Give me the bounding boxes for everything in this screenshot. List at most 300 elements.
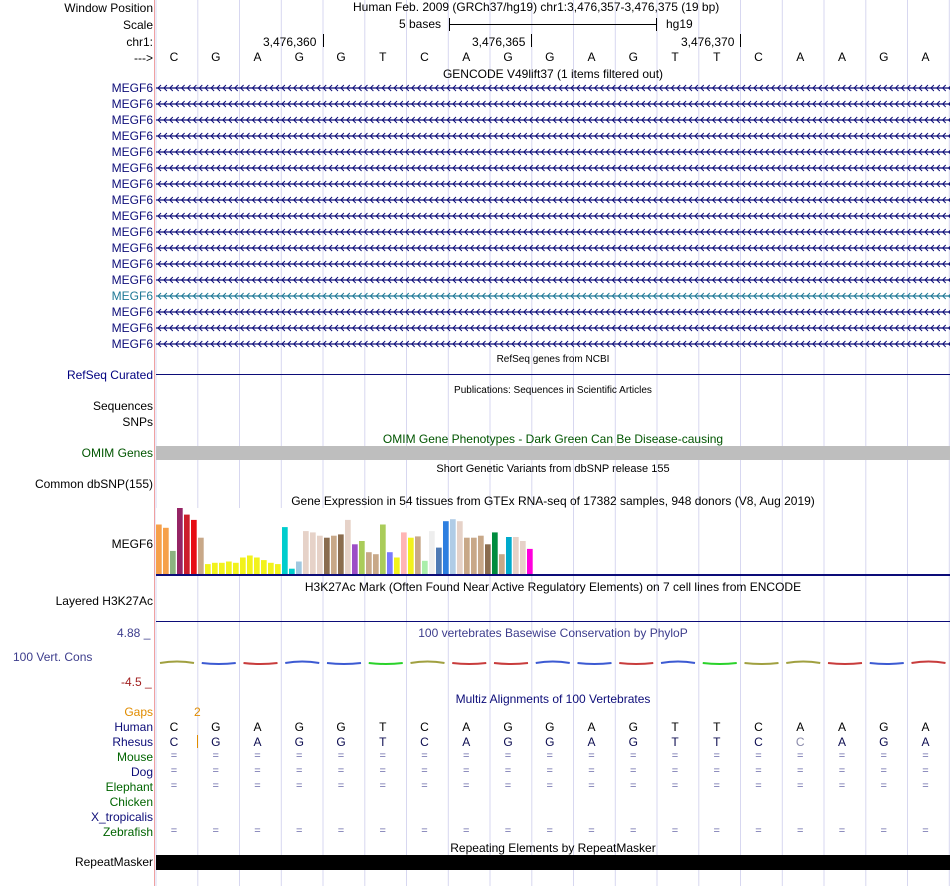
multiz-rhesus-base: C <box>795 735 805 749</box>
multiz-match-symbol: = <box>880 780 887 792</box>
h3k27ac-track-label[interactable]: Layered H3K27Ac <box>55 594 153 608</box>
base-letter: A <box>921 50 930 64</box>
refseq-track-label[interactable]: RefSeq Curated <box>66 368 153 382</box>
gtex-tissue-bar[interactable] <box>268 563 274 574</box>
scale-bar-right-end <box>656 18 657 31</box>
gencode-transcript-line <box>156 338 950 350</box>
multiz-match-symbol: = <box>337 780 345 792</box>
gtex-tissue-bar[interactable] <box>352 544 358 574</box>
gtex-tissue-bar[interactable] <box>191 520 197 574</box>
multiz-human-base: G <box>336 720 346 734</box>
position-tick-label: 3,476,360 <box>263 35 317 49</box>
multiz-rhesus-base: T <box>379 735 387 749</box>
gtex-tissue-bar[interactable] <box>485 544 491 574</box>
multiz-match-symbol: = <box>170 825 178 837</box>
conservation-mark <box>912 662 946 664</box>
multiz-rhesus-base: G <box>879 735 889 749</box>
multiz-match-symbol: = <box>671 825 679 837</box>
multiz-match-symbol: = <box>463 765 470 777</box>
multiz-match-symbol: = <box>546 765 553 777</box>
refseq-gene-line[interactable] <box>156 374 950 375</box>
h3k27ac-baseline <box>156 621 950 622</box>
multiz-species-label[interactable]: Dog <box>130 765 153 779</box>
gencode-transcript[interactable] <box>156 226 950 238</box>
multiz-species-label[interactable]: Mouse <box>116 750 153 764</box>
base-letter: A <box>462 50 471 64</box>
conservation-track-label[interactable]: 100 Vert. Cons <box>13 650 93 664</box>
gtex-tissue-bar[interactable] <box>156 525 162 575</box>
gencode-transcript-line <box>156 194 950 206</box>
multiz-match-symbol: = <box>588 780 595 792</box>
multiz-rhesus-base: G <box>336 735 346 749</box>
scale-text: 5 bases <box>399 17 442 31</box>
gencode-gene-label[interactable]: MEGF6 <box>111 209 153 223</box>
base-letter: A <box>837 50 846 64</box>
multiz-match-symbol: = <box>296 765 303 777</box>
gtex-tissue-bar[interactable] <box>170 551 176 574</box>
multiz-match-symbol: = <box>713 825 720 837</box>
rhesus-insertion-mark <box>197 735 198 748</box>
gtex-tissue-bar[interactable] <box>345 520 351 574</box>
gencode-gene-label[interactable]: MEGF6 <box>111 193 153 207</box>
multiz-match-symbol: = <box>254 750 261 762</box>
gencode-transcript[interactable] <box>156 242 950 254</box>
gtex-tissue-bar[interactable] <box>492 532 498 574</box>
gtex-tissue-bar[interactable] <box>450 519 456 574</box>
scale-label: Scale <box>122 18 153 32</box>
gencode-transcript[interactable] <box>156 306 950 318</box>
gtex-tissue-bar[interactable] <box>415 536 421 574</box>
base-letter: G <box>503 50 513 64</box>
gencode-gene-label[interactable]: MEGF6 <box>111 305 153 319</box>
gencode-transcript-line <box>156 210 950 222</box>
gtex-tissue-bar[interactable] <box>401 532 407 574</box>
multiz-rhesus-base: G <box>628 735 638 749</box>
gtex-tissue-bar[interactable] <box>254 558 260 575</box>
gtex-tissue-bar[interactable] <box>380 525 386 575</box>
gencode-transcript-line <box>156 114 950 126</box>
multiz-match-symbol: = <box>337 825 345 837</box>
multiz-match-symbol: = <box>630 765 637 777</box>
multiz-rhesus-base: G <box>545 735 555 749</box>
gencode-transcript-line <box>156 290 950 302</box>
gtex-tissue-bar[interactable] <box>198 538 204 574</box>
base-letter: T <box>379 50 387 64</box>
multiz-rhesus-base: G <box>211 735 221 749</box>
gtex-tissue-bar[interactable] <box>478 536 484 574</box>
multiz-rhesus-base: A <box>462 735 471 749</box>
multiz-match-symbol: = <box>504 765 512 777</box>
multiz-match-symbol: = <box>170 780 178 792</box>
base-letter: C <box>420 50 429 64</box>
gtex-tissue-bar[interactable] <box>310 532 316 574</box>
multiz-match-symbol: = <box>170 765 178 777</box>
gtex-tissue-bar[interactable] <box>471 538 477 574</box>
position-tick-label: 3,476,370 <box>681 35 735 49</box>
gencode-gene-label[interactable]: MEGF6 <box>111 225 153 239</box>
multiz-human-base: A <box>587 720 596 734</box>
base-letter: G <box>879 50 889 64</box>
multiz-match-symbol: = <box>838 750 846 762</box>
multiz-match-symbol: = <box>379 765 386 777</box>
gencode-transcript-line <box>156 274 950 286</box>
multiz-match-symbol: = <box>880 765 887 777</box>
multiz-match-symbol: = <box>671 765 679 777</box>
gtex-tissue-bar[interactable] <box>205 564 211 574</box>
gencode-transcript-line <box>156 242 950 254</box>
base-letter: G <box>628 50 638 64</box>
repeatmasker-track-title: Repeating Elements by RepeatMasker <box>450 841 656 855</box>
db-text: hg19 <box>666 17 693 31</box>
multiz-human-base: A <box>253 720 262 734</box>
omim-track-label[interactable]: OMIM Genes <box>81 446 153 460</box>
multiz-match-symbol: = <box>463 825 470 837</box>
publications-label-sequences[interactable]: Sequences <box>92 399 153 413</box>
multiz-match-symbol: = <box>922 780 929 792</box>
multiz-match-symbol: = <box>546 825 553 837</box>
gtex-tissue-bar[interactable] <box>247 556 253 575</box>
gtex-tissue-bar[interactable] <box>527 549 533 574</box>
conservation-mark <box>870 663 904 664</box>
gencode-transcript[interactable] <box>156 338 950 350</box>
multiz-match-symbol: = <box>379 780 386 792</box>
refseq-track-title: RefSeq genes from NCBI <box>496 354 610 365</box>
gtex-tissue-bar[interactable] <box>422 561 428 574</box>
conservation-mark <box>494 663 528 664</box>
multiz-rhesus-base: T <box>671 735 679 749</box>
conservation-track-title: 100 vertebrates Basewise Conservation by PhyloP <box>418 626 688 640</box>
multiz-match-symbol: = <box>463 780 470 792</box>
multiz-match-symbol: = <box>212 750 219 762</box>
gtex-tissue-bar[interactable] <box>373 554 379 574</box>
multiz-species-label[interactable]: Zebrafish <box>102 825 153 839</box>
gencode-transcript[interactable] <box>156 98 950 110</box>
multiz-match-symbol: = <box>755 780 762 792</box>
gencode-transcript[interactable] <box>156 274 950 286</box>
multiz-human-base: G <box>211 720 221 734</box>
multiz-human-base: G <box>294 720 304 734</box>
gencode-transcript-line <box>156 162 950 174</box>
gencode-transcript[interactable] <box>156 258 950 270</box>
gencode-transcript[interactable] <box>156 178 950 190</box>
multiz-gaps-value: 2 <box>194 705 201 719</box>
gtex-tissue-bar[interactable] <box>324 538 330 574</box>
multiz-human-base: T <box>379 720 387 734</box>
multiz-species-label[interactable]: Rhesus <box>112 735 153 749</box>
conservation-mark <box>411 662 445 664</box>
multiz-rhesus-base: C <box>169 735 179 749</box>
gencode-track-title: GENCODE V49lift37 (1 items filtered out) <box>442 67 664 81</box>
multiz-match-symbol: = <box>254 825 261 837</box>
conservation-mark <box>327 663 361 664</box>
chrom-label: chr1: <box>126 35 153 49</box>
gtex-tissue-bar[interactable] <box>282 527 288 574</box>
base-letter: A <box>253 50 262 64</box>
base-letter: G <box>211 50 221 64</box>
gencode-transcript[interactable] <box>156 114 950 126</box>
gencode-gene-label[interactable]: MEGF6 <box>111 321 153 335</box>
gtex-tissue-bar[interactable] <box>366 552 372 574</box>
multiz-match-symbol: = <box>755 765 762 777</box>
gencode-transcript[interactable] <box>156 82 950 94</box>
omim-track-title: OMIM Gene Phenotypes - Dark Green Can Be Disease-causing <box>382 432 724 446</box>
gencode-transcript[interactable] <box>156 290 950 302</box>
gencode-gene-label[interactable]: MEGF6 <box>111 177 153 191</box>
gtex-tissue-bar[interactable] <box>261 560 267 574</box>
gtex-tissue-bar[interactable] <box>240 558 246 575</box>
dbsnp-track-label[interactable]: Common dbSNP(155) <box>34 477 153 491</box>
gencode-transcript[interactable] <box>156 194 950 206</box>
gtex-tissue-bar[interactable] <box>506 537 512 574</box>
multiz-match-symbol: = <box>880 825 887 837</box>
gencode-transcript[interactable] <box>156 130 950 142</box>
multiz-match-symbol: = <box>504 825 512 837</box>
gencode-gene-label[interactable]: MEGF6 <box>111 241 153 255</box>
gencode-gene-label[interactable]: MEGF6 <box>111 273 153 287</box>
multiz-match-symbol: = <box>588 825 595 837</box>
gtex-tissue-bar[interactable] <box>408 538 414 574</box>
multiz-match-symbol: = <box>296 825 303 837</box>
conservation-mark <box>244 663 278 664</box>
multiz-human-base: A <box>921 720 930 734</box>
multiz-rhesus-base: G <box>503 735 513 749</box>
gtex-tissue-bar[interactable] <box>184 515 190 574</box>
gtex-tissue-bar[interactable] <box>443 521 449 574</box>
multiz-match-symbol: = <box>797 825 804 837</box>
gencode-gene-label[interactable]: MEGF6 <box>111 161 153 175</box>
conservation-mark <box>285 662 319 664</box>
multiz-rhesus-base: A <box>587 735 596 749</box>
conservation-max-label: 4.88 _ <box>117 626 151 640</box>
gtex-tissue-bar[interactable] <box>163 528 169 574</box>
gtex-tissue-bar[interactable] <box>226 562 232 575</box>
gencode-transcript[interactable] <box>156 146 950 158</box>
multiz-match-symbol: = <box>337 750 345 762</box>
base-letter: T <box>671 50 679 64</box>
gtex-tissue-bar[interactable] <box>429 531 435 574</box>
repeatmasker-track-label[interactable]: RepeatMasker <box>74 855 153 869</box>
multiz-human-base: C <box>169 720 179 734</box>
gtex-tissue-bar[interactable] <box>394 558 400 575</box>
base-letter: G <box>294 50 304 64</box>
gtex-track-label[interactable]: MEGF6 <box>111 537 153 551</box>
multiz-match-symbol: = <box>463 750 470 762</box>
gtex-tissue-bar[interactable] <box>275 564 281 574</box>
publications-label-snps[interactable]: SNPs <box>122 415 153 429</box>
multiz-match-symbol: = <box>212 825 219 837</box>
multiz-match-symbol: = <box>755 825 762 837</box>
gtex-tissue-bar[interactable] <box>338 534 344 574</box>
gtex-tissue-bar[interactable] <box>520 541 526 574</box>
gtex-tissue-bar[interactable] <box>317 536 323 574</box>
window-position-label: Window Position <box>64 1 153 15</box>
multiz-match-symbol: = <box>838 780 846 792</box>
assembly-position-text: Human Feb. 2009 (GRCh37/hg19) chr1:3,476,357-3,476,375 (19 bp) <box>353 0 720 14</box>
position-tick <box>740 34 741 47</box>
gencode-transcript-line <box>156 322 950 334</box>
base-letter: A <box>587 50 596 64</box>
multiz-human-base: C <box>754 720 763 734</box>
multiz-human-base: G <box>503 720 513 734</box>
multiz-species-label[interactable]: X_tropicalis <box>90 810 153 824</box>
conservation-mark <box>578 663 612 664</box>
gtex-baseline <box>156 574 950 576</box>
multiz-match-symbol: = <box>588 750 595 762</box>
multiz-match-symbol: = <box>421 780 428 792</box>
gencode-transcript-line <box>156 226 950 238</box>
gencode-transcript[interactable] <box>156 210 950 222</box>
gencode-transcript[interactable] <box>156 322 950 334</box>
multiz-match-symbol: = <box>838 825 846 837</box>
gencode-gene-label[interactable]: MEGF6 <box>111 289 153 303</box>
multiz-species-label[interactable]: Elephant <box>105 780 153 794</box>
multiz-human-base: A <box>796 720 805 734</box>
multiz-match-symbol: = <box>254 765 261 777</box>
gtex-tissue-bar[interactable] <box>436 548 442 574</box>
multiz-human-base: A <box>462 720 471 734</box>
gtex-tissue-bar[interactable] <box>457 521 463 574</box>
scale-bar-left-end <box>449 18 450 31</box>
multiz-species-label[interactable]: Human <box>114 720 153 734</box>
gencode-gene-label[interactable]: MEGF6 <box>111 97 153 111</box>
multiz-match-symbol: = <box>630 780 637 792</box>
conservation-min-label: -4.5 _ <box>121 675 152 689</box>
multiz-match-symbol: = <box>922 825 929 837</box>
multiz-species-label[interactable]: Chicken <box>109 795 153 809</box>
gtex-tissue-bar[interactable] <box>212 563 218 574</box>
gtex-tissue-bar[interactable] <box>303 531 309 574</box>
multiz-match-symbol: = <box>379 825 386 837</box>
multiz-match-symbol: = <box>797 750 804 762</box>
multiz-human-base: A <box>837 720 846 734</box>
multiz-rhesus-base: T <box>713 735 721 749</box>
multiz-human-base: C <box>420 720 429 734</box>
gtex-tissue-bar[interactable] <box>499 554 505 574</box>
gtex-tissue-bar[interactable] <box>359 541 365 574</box>
multiz-rhesus-base: G <box>294 735 304 749</box>
multiz-match-symbol: = <box>212 765 219 777</box>
conservation-mark <box>160 662 194 664</box>
multiz-human-base: T <box>713 720 721 734</box>
label-area-border <box>154 0 155 886</box>
gencode-gene-label[interactable]: MEGF6 <box>111 113 153 127</box>
conservation-mark <box>452 663 486 664</box>
multiz-match-symbol: = <box>588 765 595 777</box>
gencode-transcript-line <box>156 130 950 142</box>
gtex-tissue-bar[interactable] <box>233 563 239 574</box>
multiz-gaps-label[interactable]: Gaps <box>124 705 153 719</box>
conservation-mark <box>703 663 737 664</box>
conservation-mark <box>202 663 236 664</box>
gencode-transcript-line <box>156 306 950 318</box>
multiz-match-symbol: = <box>421 825 428 837</box>
multiz-match-symbol: = <box>713 780 720 792</box>
gtex-tissue-bar[interactable] <box>331 536 337 574</box>
base-letter: C <box>754 50 763 64</box>
position-tick-label: 3,476,365 <box>472 35 526 49</box>
multiz-match-symbol: = <box>713 765 720 777</box>
multiz-match-symbol: = <box>630 750 637 762</box>
conservation-mark <box>661 662 695 664</box>
gtex-tissue-bar[interactable] <box>219 563 225 574</box>
multiz-match-symbol: = <box>296 780 303 792</box>
multiz-match-symbol: = <box>838 765 846 777</box>
multiz-match-symbol: = <box>630 825 637 837</box>
multiz-match-symbol: = <box>546 780 553 792</box>
conservation-mark <box>619 663 653 664</box>
gencode-transcript-line <box>156 98 950 110</box>
multiz-match-symbol: = <box>797 780 804 792</box>
gencode-gene-label[interactable]: MEGF6 <box>111 337 153 351</box>
repeatmasker-bar[interactable] <box>156 855 950 870</box>
h3k27ac-track-title: H3K27Ac Mark (Often Found Near Active Regulatory Elements) on 7 cell lines from ENCODE <box>304 580 802 594</box>
conservation-mark <box>369 663 403 664</box>
gencode-transcript-line <box>156 178 950 190</box>
gencode-gene-label[interactable]: MEGF6 <box>111 257 153 271</box>
gencode-transcript-line <box>156 82 950 94</box>
gtex-tissue-bar[interactable] <box>513 537 519 574</box>
multiz-rhesus-base: A <box>837 735 846 749</box>
dbsnp-track-title: Short Genetic Variants from dbSNP release 155 <box>436 463 670 475</box>
multiz-match-symbol: = <box>546 750 553 762</box>
gencode-transcript[interactable] <box>156 162 950 174</box>
multiz-match-symbol: = <box>212 780 219 792</box>
position-tick <box>531 34 532 47</box>
multiz-rhesus-base: A <box>921 735 930 749</box>
strand-label: ---> <box>134 51 153 65</box>
gencode-gene-label[interactable]: MEGF6 <box>111 129 153 143</box>
multiz-track-title: Multiz Alignments of 100 Vertebrates <box>455 692 651 706</box>
conservation-mark <box>745 663 779 664</box>
base-letter: G <box>336 50 346 64</box>
conservation-wiggle[interactable] <box>156 654 950 672</box>
gtex-tissue-bar[interactable] <box>464 538 470 574</box>
base-letter: A <box>796 50 805 64</box>
multiz-match-symbol: = <box>504 750 512 762</box>
multiz-rhesus-base: A <box>253 735 262 749</box>
multiz-match-symbol: = <box>379 750 386 762</box>
base-letter: T <box>713 50 721 64</box>
multiz-match-symbol: = <box>755 750 762 762</box>
conservation-mark <box>828 663 862 664</box>
multiz-match-symbol: = <box>504 780 512 792</box>
multiz-human-base: G <box>879 720 889 734</box>
multiz-match-symbol: = <box>671 750 679 762</box>
multiz-rhesus-base: C <box>754 735 763 749</box>
gtex-tissue-bar[interactable] <box>387 552 393 574</box>
gtex-tissue-bar[interactable] <box>177 508 183 574</box>
gtex-bar-chart[interactable] <box>156 508 536 574</box>
multiz-match-symbol: = <box>337 765 345 777</box>
conservation-mark <box>536 662 570 664</box>
multiz-match-symbol: = <box>296 750 303 762</box>
gencode-gene-label[interactable]: MEGF6 <box>111 145 153 159</box>
multiz-human-base: G <box>545 720 555 734</box>
multiz-rhesus-base: C <box>420 735 429 749</box>
conservation-mark <box>786 662 820 664</box>
gencode-transcript-line <box>156 146 950 158</box>
multiz-match-symbol: = <box>880 750 887 762</box>
gtex-tissue-bar[interactable] <box>296 562 302 575</box>
gencode-gene-label[interactable]: MEGF6 <box>111 81 153 95</box>
multiz-match-symbol: = <box>797 765 804 777</box>
multiz-match-symbol: = <box>254 780 261 792</box>
multiz-match-symbol: = <box>421 750 428 762</box>
multiz-human-base: T <box>671 720 679 734</box>
gtex-track-title: Gene Expression in 54 tissues from GTEx RNA-seq of 17382 samples, 948 donors (V8, Aug 2019) <box>291 494 815 508</box>
base-letter: C <box>169 50 179 64</box>
omim-gene-bar[interactable] <box>156 446 950 460</box>
